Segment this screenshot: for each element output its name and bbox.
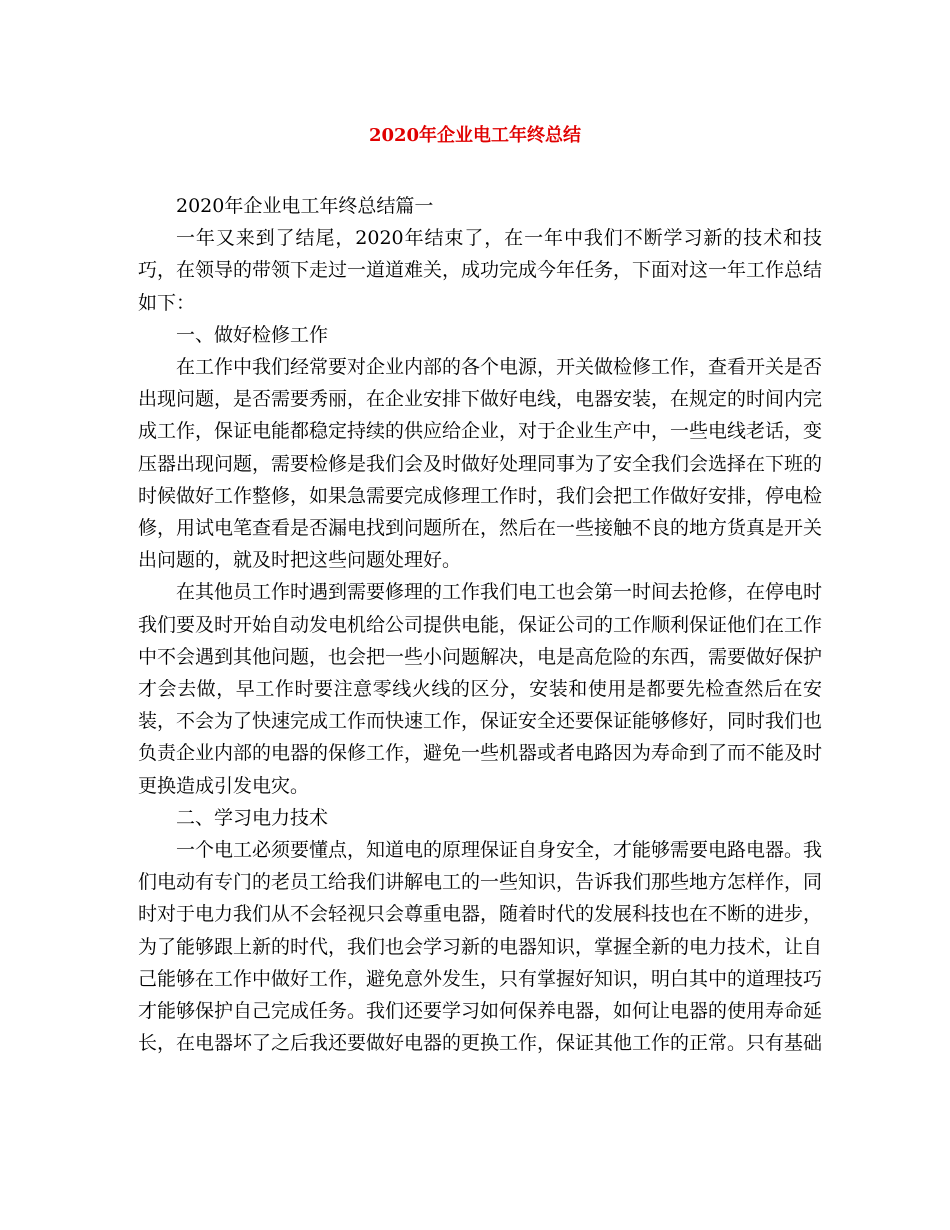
- section-heading-learning: 二、学习电力技术: [176, 806, 329, 829]
- intro-paragraph: 一年又来到了结尾，2020年结束了，在一年中我们不断学习新的技术和技巧，在领导的带领下走过一道道难关，成功完成今年任务，下面对这一年工作总结如下：: [138, 227, 823, 314]
- document-body: [138, 190, 822, 1059]
- maintenance-paragraph-2: 在其他员工作时遇到需要修理的工作我们电工也会第一时间去抢修，在停电时我们要及时开始自动发电机给公司提供电能，保证公司的工作顺利保证他们在工作中不会遇到其他问题，也会把一些小问题解决，电是高危险的东西，需要做好保护才会去做，早工作时要注意零线火线的区分，安装和使用是都要先检查然后在安装，不会为了快速完成工作而快速工作，保证安全还要保证能够修好，同时我们也负责企业内部的电器的保修工作，避免一些机器或者电路因为寿命到了而不能及时更换造成引发电灾。: [138, 581, 823, 797]
- document-title: 2020年企业电工年终总结: [368, 125, 582, 146]
- learning-paragraph: 一个电工必须要懂点，知道电的原理保证自身安全，才能够需要电路电器。我们电动有专门的老员工给我们讲解电工的一些知识，告诉我们那些地方怎样作，同时对于电力我们从不会轻视只会尊重电器，随着时代的发展科技也在不断的进步，为了能够跟上新的时代，我们也会学习新的电器知识，掌握全新的电力技术，让自己能够在工作中做好工作，避免意外发生，只有掌握好知识，明白其中的道理技巧才能够保护自己完成任务。我们还要学习如何保养电器，如何让电器的使用寿命延长，在电器坏了之后我还要做好电器的更换工作，保证其他工作的正常。只有基础: [138, 839, 823, 1055]
- subtitle-paragraph: 2020年企业电工年终总结篇一: [176, 195, 434, 217]
- section-heading-maintenance: 一、做好检修工作: [176, 323, 329, 346]
- maintenance-paragraph-1: 在工作中我们经常要对企业内部的各个电源，开关做检修工作，查看开关是否出现问题，是否需要秀丽，在企业安排下做好电线，电器安装，在规定的时间内完成工作，保证电能都稳定持续的供应给企业，对于企业生产中，一些电线老话，变压器出现问题，需要检修是我们会及时做好处理同事为了安全我们会选择在下班的时候做好工作整修，如果急需要完成修理工作时，我们会把工作做好安排，停电检修，用试电笔查看是否漏电找到问题所在，然后在一些接触不良的地方货真是开关出问题的，就及时把这些问题处理好。: [138, 356, 823, 572]
